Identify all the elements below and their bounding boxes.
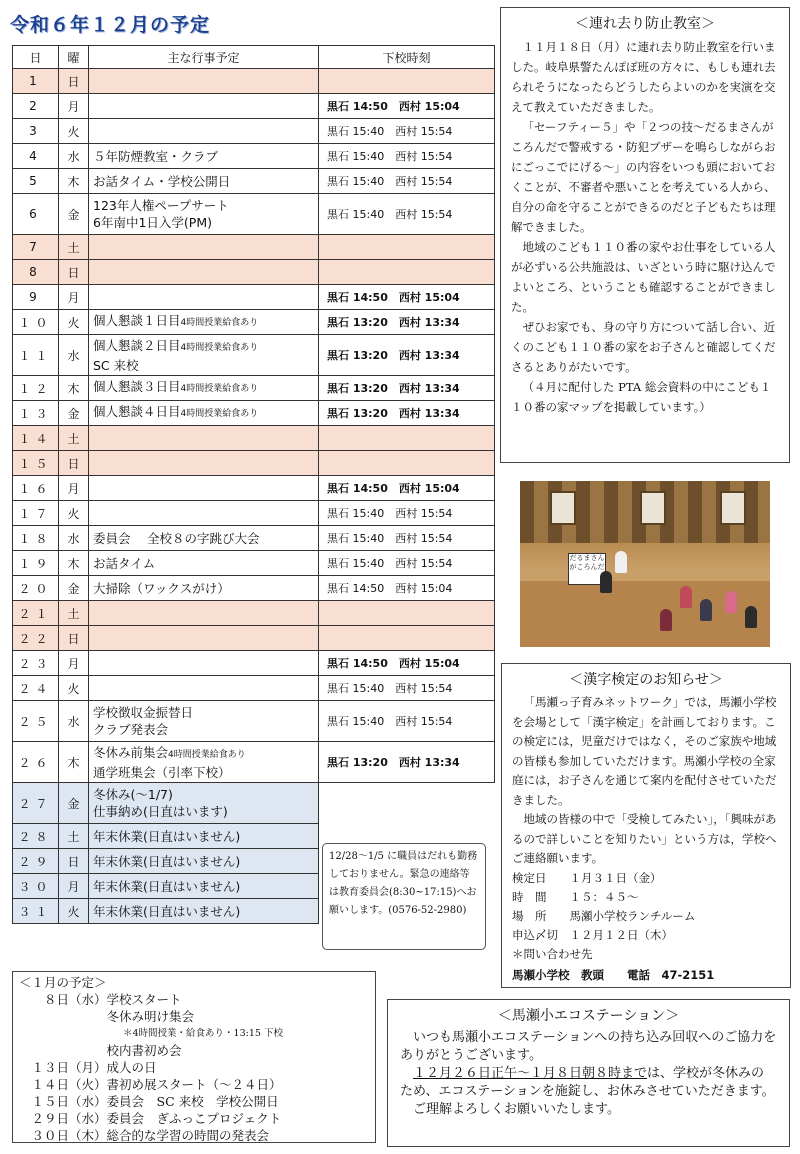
- photo-person: [725, 591, 737, 613]
- event-text: 個人懇談４日目: [93, 404, 181, 419]
- january-line: ８日（水）学校スタート: [19, 992, 182, 1007]
- table-row: [13, 310, 495, 335]
- cell-event: [89, 169, 319, 194]
- eco-para: ご理解よろしくお願いいたします。: [413, 1102, 620, 1117]
- cell-weekday: 水: [59, 526, 89, 551]
- table-row: [13, 335, 495, 376]
- event-text-line2: クラブ発表会: [93, 722, 169, 737]
- cell-weekday: 火: [59, 119, 89, 144]
- cell-dismissal-time: 黒石 14:50 西村 15:04: [319, 576, 495, 601]
- cell-event: [89, 576, 319, 601]
- cell-weekday: 日: [59, 451, 89, 476]
- cell-dismissal-time: 黒石 15:40 西村 15:54: [319, 676, 495, 701]
- cell-weekday: 土: [59, 601, 89, 626]
- table-row: [13, 476, 495, 501]
- cell-day: ３０: [13, 874, 59, 899]
- cell-day: １９: [13, 551, 59, 576]
- cell-event: [89, 119, 319, 144]
- event-text: 冬休み前集会: [93, 744, 169, 760]
- photo-sign: だるまさんがころんだ: [568, 553, 606, 585]
- january-line: １３日（月）成人の日: [19, 1060, 157, 1075]
- cell-day: １５: [13, 451, 59, 476]
- cell-day: １４: [13, 426, 59, 451]
- cell-event: [89, 874, 319, 899]
- cell-weekday: 日: [59, 260, 89, 285]
- event-text: 学校徴収金振替日: [93, 705, 194, 720]
- event-note: 4時間授業給食あり: [180, 409, 259, 419]
- cell-weekday: 水: [59, 701, 89, 742]
- cell-dismissal-time: 黒石 14:50 西村 15:04: [319, 285, 495, 310]
- page-title: 令和６年１２月の予定: [10, 14, 211, 36]
- january-title: ＜１月の予定＞: [19, 975, 107, 990]
- table-header-row: [13, 46, 495, 69]
- cell-event: [89, 194, 319, 235]
- cell-event: [89, 701, 319, 742]
- cell-dismissal-time: [319, 783, 495, 824]
- event-text: お話タイム・学校公開日: [93, 173, 231, 189]
- kanji-detail: ＊問い合わせ先: [512, 946, 593, 961]
- event-text-line2: 6年南中1日入学(PM): [93, 215, 212, 230]
- cell-day: 5: [13, 169, 59, 194]
- header-day: 日: [13, 46, 59, 69]
- kanji-test-box: [501, 663, 791, 988]
- photo-person: [700, 599, 712, 621]
- header-weekday: 曜: [59, 46, 89, 69]
- cell-dismissal-time: 黒石 15:40 西村 15:54: [319, 551, 495, 576]
- cell-day: １２: [13, 376, 59, 401]
- gym-activity-photo: [520, 481, 770, 647]
- table-row: [13, 376, 495, 401]
- cell-event: [89, 526, 319, 551]
- cell-weekday: 木: [59, 551, 89, 576]
- table-row: [13, 551, 495, 576]
- schedule-table: [12, 45, 495, 924]
- cell-day: ２５: [13, 701, 59, 742]
- january-schedule-box: [12, 971, 376, 1143]
- event-text: 年末休業(日直はいません): [93, 878, 241, 894]
- winter-closure-note: 12/28～1/5 に職員はだれも勤務しておりません。緊急の連絡等は教育委員会(8:30~17:15)へお願いします。(0576-52-2980): [322, 843, 486, 950]
- cell-event: [89, 376, 319, 401]
- event-text: 個人懇談３日目: [93, 379, 181, 394]
- event-text-line2: SC 来校: [93, 357, 139, 373]
- cell-weekday: 金: [59, 576, 89, 601]
- eco-para: いつも馬瀬小エコステーションへの持ち込み回収へのご協力をありがとうございます。: [400, 1030, 777, 1063]
- cell-day: 7: [13, 235, 59, 260]
- table-row: [13, 285, 495, 310]
- cell-dismissal-time: 黒石 13:20 西村 13:34: [319, 310, 495, 335]
- table-row: [13, 119, 495, 144]
- event-note: 4時間授業給食あり: [180, 384, 259, 394]
- cell-day: ２３: [13, 651, 59, 676]
- kanji-detail: 場 所 馬瀬小学校ランチルーム: [512, 908, 696, 923]
- photo-person: [680, 586, 692, 608]
- kanji-para: 「馬瀬っ子育みネットワーク」では，馬瀬小学校を会場として「漢字検定」を計画しております。この検定には，児童だけではなく，そのご家族や地域の皆様も参加していただけます。馬瀬小学校の全家庭には，お子さんを通じて案内を配付させていただきました。: [512, 695, 777, 807]
- abduction-para: （４月に配付した PTA 総会資料の中にこども１１０番の家マップを掲載しています。）: [511, 380, 772, 414]
- cell-day: 8: [13, 260, 59, 285]
- january-note: ＊4時間授業・給食あり・13:15 下校: [123, 1028, 283, 1039]
- cell-weekday: 月: [59, 874, 89, 899]
- table-row: [13, 626, 495, 651]
- january-line: 校内書初め会: [19, 1043, 182, 1058]
- cell-weekday: 木: [59, 169, 89, 194]
- cell-event: [89, 310, 319, 335]
- cell-weekday: 金: [59, 194, 89, 235]
- cell-day: ２８: [13, 824, 59, 849]
- cell-day: ２２: [13, 626, 59, 651]
- photo-person: [660, 609, 672, 631]
- cell-dismissal-time: 黒石 15:40 西村 15:54: [319, 701, 495, 742]
- cell-dismissal-time: 黒石 13:20 西村 13:34: [319, 742, 495, 783]
- cell-dismissal-time: 黒石 15:40 西村 15:54: [319, 194, 495, 235]
- table-row: [13, 69, 495, 94]
- cell-day: １０: [13, 310, 59, 335]
- cell-dismissal-time: [319, 426, 495, 451]
- event-text-line2: 通学班集会（引率下校）: [93, 764, 231, 780]
- cell-dismissal-time: 黒石 14:50 西村 15:04: [319, 651, 495, 676]
- cell-dismissal-time: [319, 451, 495, 476]
- cell-weekday: 月: [59, 651, 89, 676]
- cell-event: [89, 94, 319, 119]
- eco-closure-text: は、学校が冬休みのため、エコステーションを施錠し、お休みさせていただきます。: [400, 1066, 775, 1099]
- cell-day: 3: [13, 119, 59, 144]
- event-note: 4時間授業給食あり: [180, 318, 259, 328]
- kanji-para: 地域の皆様の中で「受検してみたい」，「興味があるので詳しいことを知りたい」という方は，学校へご連絡願います。: [512, 812, 777, 865]
- event-text-line2: 仕事納め(日直はいます): [93, 804, 228, 819]
- table-row: [13, 526, 495, 551]
- cell-event: [89, 899, 319, 924]
- cell-weekday: 日: [59, 69, 89, 94]
- cell-day: １３: [13, 401, 59, 426]
- event-text: 年末休業(日直はいません): [93, 903, 241, 919]
- cell-dismissal-time: 黒石 13:20 西村 13:34: [319, 376, 495, 401]
- cell-weekday: 月: [59, 285, 89, 310]
- abduction-prevention-box: [500, 7, 790, 463]
- cell-day: １７: [13, 501, 59, 526]
- cell-day: 1: [13, 69, 59, 94]
- event-text: ５年防煙教室・クラブ: [93, 148, 219, 164]
- event-text: 年末休業(日直はいません): [93, 828, 241, 844]
- header-dismissal: 下校時刻: [319, 46, 495, 69]
- abduction-para: 地域のこども１１０番の家やお仕事をしている人が必ずいる公共施設は、いざという時に駆け込んでよいところ、ということも確認することができました。: [511, 240, 776, 314]
- cell-dismissal-time: [319, 69, 495, 94]
- january-line: ３０日（木）総合的な学習の時間の発表会: [19, 1128, 270, 1143]
- cell-event: [89, 742, 319, 783]
- cell-dismissal-time: [319, 235, 495, 260]
- event-text: 個人懇談１日目: [93, 313, 181, 328]
- cell-day: 2: [13, 94, 59, 119]
- cell-dismissal-time: 黒石 15:40 西村 15:54: [319, 169, 495, 194]
- cell-day: １１: [13, 335, 59, 376]
- cell-dismissal-time: [319, 626, 495, 651]
- cell-weekday: 火: [59, 310, 89, 335]
- cell-day: ２９: [13, 849, 59, 874]
- table-row: [13, 426, 495, 451]
- cell-day: 6: [13, 194, 59, 235]
- kanji-detail: 時 間 １５：４５～: [512, 889, 639, 904]
- cell-event: [89, 235, 319, 260]
- kanji-contact: 馬瀬小学校 教頭 電話 47-2151: [512, 967, 715, 982]
- event-text: 冬休み(～1/7): [93, 787, 173, 802]
- event-text: 123年人権ペープサート: [93, 198, 229, 213]
- kanji-title: ＜漢字検定のお知らせ＞: [569, 672, 723, 688]
- cell-weekday: 日: [59, 626, 89, 651]
- cell-event: [89, 69, 319, 94]
- cell-weekday: 火: [59, 676, 89, 701]
- abduction-title: ＜連れ去り防止教室＞: [575, 16, 715, 32]
- cell-weekday: 金: [59, 401, 89, 426]
- table-row: [13, 676, 495, 701]
- cell-weekday: 月: [59, 94, 89, 119]
- cell-weekday: 水: [59, 144, 89, 169]
- photo-window: [720, 491, 746, 525]
- cell-event: [89, 501, 319, 526]
- table-row: [13, 701, 495, 742]
- cell-event: [89, 626, 319, 651]
- january-line: １４日（火）書初め展スタート（～２４日）: [19, 1077, 282, 1092]
- event-text: 個人懇談２日目: [93, 337, 181, 353]
- kanji-detail: 申込〆切 １２月１２日（木）: [512, 927, 673, 942]
- kanji-detail: 検定日 １月３１日（金）: [512, 870, 662, 885]
- event-text: お話タイム: [93, 555, 156, 571]
- cell-event: [89, 401, 319, 426]
- cell-dismissal-time: 黒石 15:40 西村 15:54: [319, 526, 495, 551]
- table-row: [13, 601, 495, 626]
- abduction-para: １１月１８日（月）に連れ去り防止教室を行いました。岐阜県警たんぽぽ班の方々に、もしも連れ去られそうになったらどうしたらよいのかを実演を交えて教えていただきました。: [511, 40, 776, 114]
- cell-weekday: 土: [59, 824, 89, 849]
- cell-day: ２７: [13, 783, 59, 824]
- cell-weekday: 火: [59, 899, 89, 924]
- january-line: ２９日（水）委員会 ぎふっこプロジェクト: [19, 1111, 282, 1126]
- table-row: [13, 401, 495, 426]
- eco-para: [400, 1065, 777, 1101]
- cell-event: [89, 335, 319, 376]
- table-row: [13, 235, 495, 260]
- cell-day: ２１: [13, 601, 59, 626]
- table-row: [13, 194, 495, 235]
- cell-event: [89, 849, 319, 874]
- photo-window: [640, 491, 666, 525]
- january-line: １５日（水）委員会 SC 来校 学校公開日: [19, 1094, 279, 1109]
- eco-closure-period: １２月２６日正午～１月８日朝８時まで: [413, 1066, 648, 1081]
- abduction-para: 「セーフティー５」や「２つの技～だるまさんがころんだで警戒する・防犯ブザーを鳴らしながらおにごっこでにげる～」の内容をいつも頭においておくことが、不審者や悪いことを考えている人から、自分の命を守ることができるのだと子どもたちは理解できました。: [511, 120, 776, 234]
- table-row: [13, 144, 495, 169]
- cell-day: ３１: [13, 899, 59, 924]
- january-line: 冬休み明け集会: [19, 1009, 195, 1024]
- cell-weekday: 火: [59, 501, 89, 526]
- abduction-para: ぜひお家でも、身の守り方について話し合い、近くのこども１１０番の家をお子さんと確認してくださるとありがたいです。: [511, 320, 776, 374]
- cell-day: ２６: [13, 742, 59, 783]
- table-row: [13, 742, 495, 783]
- eco-station-box: [387, 999, 790, 1147]
- table-row: [13, 783, 495, 824]
- cell-dismissal-time: 黒石 13:20 西村 13:34: [319, 401, 495, 426]
- cell-dismissal-time: 黒石 14:50 西村 15:04: [319, 94, 495, 119]
- table-row: [13, 576, 495, 601]
- cell-day: ２０: [13, 576, 59, 601]
- cell-event: [89, 551, 319, 576]
- photo-person: [745, 606, 757, 628]
- cell-weekday: 土: [59, 235, 89, 260]
- event-text: 年末休業(日直はいません): [93, 853, 241, 869]
- cell-event: [89, 783, 319, 824]
- cell-event: [89, 676, 319, 701]
- event-note: 4時間授業給食あり: [168, 749, 246, 760]
- cell-weekday: 金: [59, 783, 89, 824]
- cell-event: [89, 651, 319, 676]
- cell-event: [89, 824, 319, 849]
- cell-event: [89, 451, 319, 476]
- cell-day: 4: [13, 144, 59, 169]
- cell-event: [89, 260, 319, 285]
- photo-person: [615, 551, 627, 573]
- cell-day: １６: [13, 476, 59, 501]
- table-row: [13, 651, 495, 676]
- cell-weekday: 土: [59, 426, 89, 451]
- cell-event: [89, 426, 319, 451]
- table-row: [13, 169, 495, 194]
- photo-window: [550, 491, 576, 525]
- header-event: 主な行事予定: [89, 46, 319, 69]
- cell-dismissal-time: 黒石 15:40 西村 15:54: [319, 501, 495, 526]
- table-row: [13, 94, 495, 119]
- event-text: 大掃除（ワックスがけ）: [93, 580, 230, 596]
- cell-day: 9: [13, 285, 59, 310]
- photo-person: [600, 571, 612, 593]
- cell-dismissal-time: 黒石 15:40 西村 15:54: [319, 144, 495, 169]
- cell-weekday: 水: [59, 335, 89, 376]
- eco-title: ＜馬瀬小エコステーション＞: [497, 1008, 680, 1024]
- cell-dismissal-time: 黒石 13:20 西村 13:34: [319, 335, 495, 376]
- cell-event: [89, 144, 319, 169]
- cell-weekday: 木: [59, 742, 89, 783]
- table-row: [13, 260, 495, 285]
- cell-dismissal-time: [319, 601, 495, 626]
- cell-dismissal-time: 黒石 14:50 西村 15:04: [319, 476, 495, 501]
- cell-dismissal-time: [319, 260, 495, 285]
- cell-event: [89, 285, 319, 310]
- cell-dismissal-time: 黒石 15:40 西村 15:54: [319, 119, 495, 144]
- table-row: [13, 501, 495, 526]
- cell-day: ２４: [13, 676, 59, 701]
- table-row: [13, 451, 495, 476]
- cell-weekday: 月: [59, 476, 89, 501]
- event-note: 4時間授業給食あり: [180, 342, 259, 353]
- cell-weekday: 日: [59, 849, 89, 874]
- cell-weekday: 木: [59, 376, 89, 401]
- cell-event: [89, 476, 319, 501]
- cell-event: [89, 601, 319, 626]
- cell-day: １８: [13, 526, 59, 551]
- event-text: 委員会 全校８の字跳び大会: [93, 530, 260, 546]
